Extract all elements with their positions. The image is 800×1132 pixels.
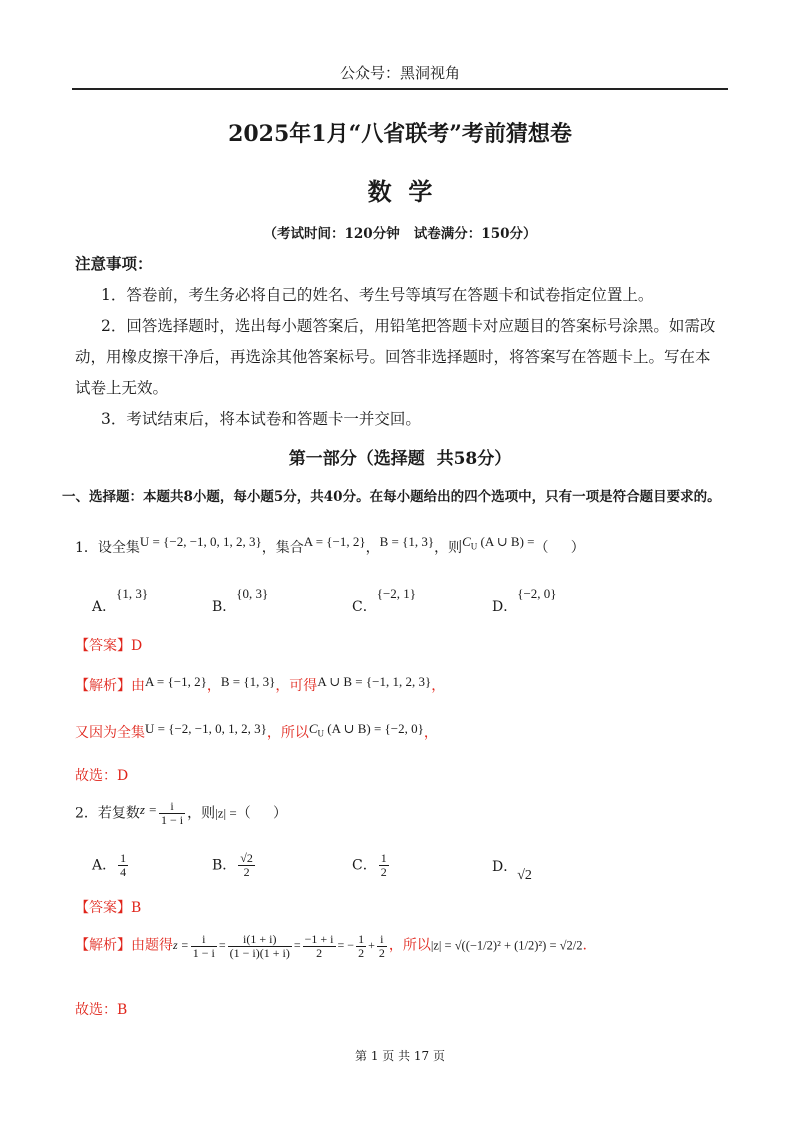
page-footer: 第 1 页 共 17 页 xyxy=(355,1049,445,1063)
answer-value: D xyxy=(131,638,143,654)
q2-answer xyxy=(75,897,141,917)
q1-analysis-line-1 xyxy=(75,675,445,695)
q2-answer-paren: （ ） xyxy=(236,805,287,822)
section-description: 一、选择题：本题共8小题，每小题5分，共40分。在每小题给出的四个选项中，只有一项是符合题目要求的。 xyxy=(62,489,721,505)
analysis-text: 由题得 xyxy=(131,937,173,954)
analysis-math: B = {1, 3} xyxy=(220,674,276,689)
notice-item-1: 1．答卷前，考生务必将自己的姓名、考生号等填写在答题卡和试卷指定位置上。 xyxy=(101,286,654,304)
q1-answer-paren: （ ） xyxy=(534,540,585,556)
option-label: C． xyxy=(352,599,377,615)
q1-option-d xyxy=(492,583,557,615)
analysis-math: z = $\frac{i}{1 - i}$ = $\frac{i(1 + i)}{(1 - i)(1 + i)}$ = $\frac{-1 + i}{2}$ = − $\frac{1}{2}$ + $\frac{i}{2}$ xyxy=(173,932,385,960)
analysis-text: ，可得 xyxy=(275,678,318,694)
option-label: D． xyxy=(492,599,518,615)
analysis-tag: 【解析】 xyxy=(75,678,131,694)
option-label: D． xyxy=(492,859,518,875)
notice-item-3: 3．考试结束后，将本试卷和答题卡一并交回。 xyxy=(101,410,421,428)
analysis-text: ，所以 xyxy=(388,937,431,954)
analysis-text: 又因为全集 xyxy=(75,725,145,741)
q1-mid2: ， xyxy=(365,540,380,556)
option-value: {−2, 1} xyxy=(376,586,417,601)
q1-universal-set: U = {−2, −1, 0, 1, 2, 3} xyxy=(139,534,262,549)
option-fraction: $\frac{1}{4}$ xyxy=(120,851,127,879)
analysis-text: ， xyxy=(423,725,438,741)
analysis-text: ， xyxy=(206,678,221,694)
q2-prefix: 2．若复数 xyxy=(75,805,140,822)
analysis-math: U = {−2, −1, 0, 1, 2, 3} xyxy=(145,721,267,736)
q1-mid3: ，则 xyxy=(434,540,463,556)
q2-conclusion: 故选：B xyxy=(75,1002,128,1018)
option-value: {0, 3} xyxy=(236,586,269,601)
header-rule xyxy=(72,88,728,90)
q1-mid1: ，集合 xyxy=(261,540,304,556)
q2-analysis xyxy=(75,933,587,960)
option-fraction: $\frac{1}{2}$ xyxy=(380,851,387,879)
q2-option-c xyxy=(352,852,391,879)
option-label: B． xyxy=(212,857,237,874)
q1-option-b xyxy=(212,583,269,615)
q2-mid: ，则 xyxy=(187,805,216,822)
answer-tag: 【答案】 xyxy=(75,638,131,654)
analysis-text: ， xyxy=(431,678,446,694)
q1-analysis-line-2 xyxy=(75,722,438,743)
q1-option-a xyxy=(92,583,149,615)
answer-value: B xyxy=(131,900,142,916)
question-1-stem xyxy=(75,534,585,558)
analysis-math: A ∪ B = {−1, 1, 2, 3} xyxy=(317,674,432,689)
option-label: A． xyxy=(92,599,117,615)
analysis-text: ，所以 xyxy=(266,725,309,741)
q2-option-d xyxy=(492,856,532,883)
exam-info: （考试时间：120分钟 试卷满分：150分） xyxy=(263,226,537,242)
option-label: C． xyxy=(352,857,377,874)
q1-set-b: B = {1, 3} xyxy=(379,534,435,549)
notice-item-2: 2．回答选择题时，选出每小题答案后，用铅笔把答题卡对应题目的答案标号涂黑。如需改动，用橡皮擦干净后，再选涂其他答案标号。回答非选择题时，将答案写在答题卡上。写在本试卷上无效。 xyxy=(75,317,716,397)
q1-prefix: 1．设全集 xyxy=(75,540,140,556)
option-value: √2 xyxy=(517,868,532,883)
option-fraction: $\frac{√2}{2}$ xyxy=(240,851,253,879)
q1-complement-expr: $C_U$ (A ∪ B) = xyxy=(462,534,535,552)
analysis-text: 由 xyxy=(131,678,145,694)
subject-title: 数 学 xyxy=(367,177,433,206)
option-label: A． xyxy=(92,857,117,874)
question-2-stem xyxy=(75,800,287,827)
analysis-math: A = {−1, 2} xyxy=(145,674,207,689)
q2-fraction: $\frac{i}{1 - i}$ xyxy=(161,799,184,827)
analysis-tag: 【解析】 xyxy=(75,937,131,954)
header-source: 公众号：黑洞视角 xyxy=(339,64,460,82)
q2-option-a xyxy=(92,852,130,879)
notice-heading: 注意事项： xyxy=(75,254,153,273)
analysis-modulus: |z| = √((−1/2)² + (1/2)²) = √2/2 xyxy=(430,938,583,953)
q2-z-eq: z = xyxy=(139,801,158,817)
analysis-math: $C_U$ (A ∪ B) = {−2, 0} xyxy=(308,721,424,739)
option-label: B． xyxy=(212,599,237,615)
q1-conclusion: 故选：D xyxy=(75,768,129,784)
option-value: {1, 3} xyxy=(116,586,149,601)
q1-option-c xyxy=(352,583,417,615)
q1-set-a: A = {−1, 2} xyxy=(303,534,366,549)
part1-heading: 第一部分（选择题 共58分） xyxy=(288,449,512,469)
option-value: {−2, 0} xyxy=(517,586,557,601)
exam-title: 2025年1月“八省联考”考前猜想卷 xyxy=(228,121,572,147)
analysis-text: . xyxy=(582,937,587,954)
q1-answer xyxy=(75,635,142,655)
q2-abs-expr: |z| = xyxy=(215,805,237,821)
q2-option-b xyxy=(212,852,257,879)
answer-tag: 【答案】 xyxy=(75,900,131,916)
